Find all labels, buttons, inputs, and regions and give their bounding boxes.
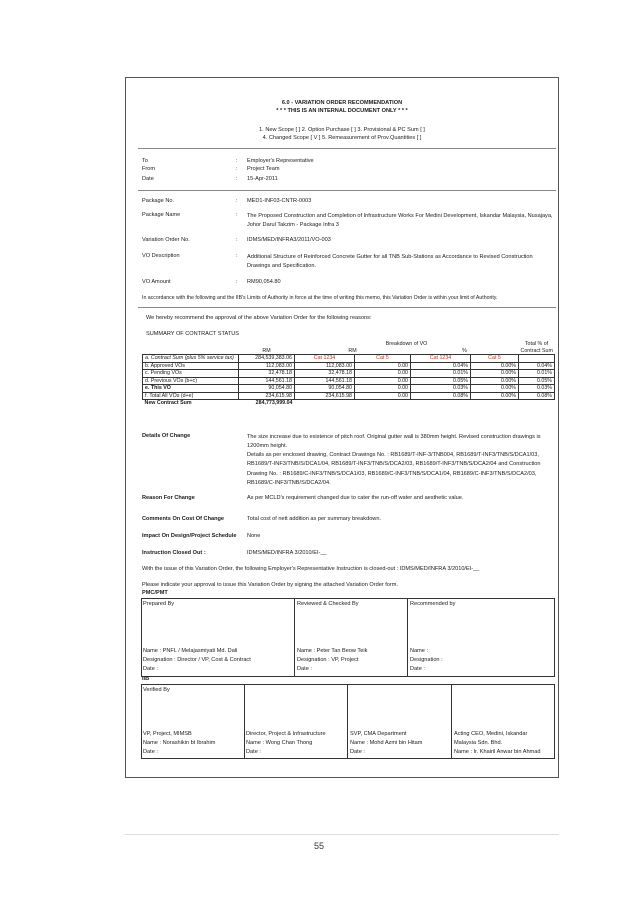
recommended-date: Date : bbox=[410, 666, 425, 672]
divider bbox=[138, 148, 556, 149]
signatory-4-company: Malaysia Sdn. Bhd. bbox=[454, 740, 503, 746]
cat-1234-header: Cat 1234 bbox=[295, 355, 355, 363]
pmc-signature-box bbox=[141, 598, 555, 677]
details-para-1: The size increase due to existence of pitch roof. Original gutter wall is 380mm height. Revised construction drawings is 1200mm height. bbox=[247, 434, 541, 450]
recommended-name: Name : bbox=[410, 648, 429, 654]
new-sum-value: 284,773,999.04 bbox=[255, 400, 293, 406]
recommended-designation: Designation : bbox=[410, 657, 443, 663]
new-sum-label: New Contract Sum bbox=[144, 400, 192, 406]
table-row bbox=[143, 362, 555, 370]
row-cat5: 0.00 bbox=[355, 370, 411, 378]
summary-title: SUMMARY OF CONTRACT STATUS bbox=[146, 331, 240, 337]
approval-statement: Please indicate your approval to issue this Variation Order by signing the attached Variation Order form. bbox=[142, 582, 398, 588]
issue-statement: With the issue of this Variation Order, the following Employer's Representative Instruction is closed-out : IDMS/MED/INFRA 3/2010/EI-__ bbox=[142, 566, 480, 572]
row-pct1: 0.03% bbox=[411, 385, 471, 393]
reviewed-name: Name : Peter Tan Beow Teik bbox=[297, 648, 368, 654]
vo-amount-value: RM90,054.80 bbox=[247, 279, 281, 285]
prepared-date: Date : bbox=[143, 666, 158, 672]
rm-breakdown-header: RM bbox=[348, 347, 357, 354]
signatory-3-title: SVP, CMA Department bbox=[350, 731, 407, 737]
options-line-2: 4. Changed Scope [ V ] 5. Remeasurement of Prov.Quantities [ ] bbox=[262, 135, 422, 141]
row-total: 0.03% bbox=[519, 385, 555, 393]
contract-status-table bbox=[142, 341, 555, 407]
instruction-label: Instruction Closed Out : bbox=[142, 550, 206, 556]
row-label: e. This VO bbox=[143, 385, 239, 393]
table-row bbox=[143, 392, 555, 400]
row-rm: 90,054.80 bbox=[239, 385, 295, 393]
total-pct-header: Total % of bbox=[524, 341, 549, 347]
colon: : bbox=[236, 253, 238, 259]
row-label: c. Pending VOs bbox=[143, 370, 239, 378]
signatory-1-date: Date : bbox=[143, 749, 158, 755]
to-value: Employer's Representative bbox=[247, 158, 314, 164]
row-total: 0.05% bbox=[519, 377, 555, 385]
row-rm: 144,561.18 bbox=[239, 377, 295, 385]
details-label: Details Of Change bbox=[142, 433, 191, 439]
divider bbox=[244, 684, 245, 759]
comments-value: Total cost of nett addition as per summary breakdown. bbox=[247, 516, 382, 522]
table-row bbox=[143, 377, 555, 385]
row-cat1234: 32,478.18 bbox=[295, 370, 355, 378]
row-rm: 112,083.00 bbox=[239, 362, 295, 370]
row-label: f. Total All VOs (d+e) bbox=[143, 392, 239, 400]
row-label: a. Contract Sum (plus 5% service tax) bbox=[143, 355, 239, 363]
recommend-statement: We hereby recommend the approval of the above Variation Order for the following reasons: bbox=[146, 315, 372, 321]
signatory-1-name: Name : Norashikin bt Ibrahim bbox=[143, 740, 216, 746]
signatory-3-date: Date : bbox=[350, 749, 365, 755]
row-cat1234: 144,561.18 bbox=[295, 377, 355, 385]
signatory-4-title: Acting CEO, Medini, Iskandar bbox=[454, 731, 528, 737]
row-pct2: 0.00% bbox=[471, 377, 519, 385]
colon: : bbox=[236, 176, 238, 182]
row-label: d. Previous VOs (b+c) bbox=[143, 377, 239, 385]
impact-value: None bbox=[247, 533, 261, 539]
breakdown-header: Breakdown of VO bbox=[385, 341, 428, 347]
date-label: Date bbox=[142, 176, 154, 182]
reviewed-designation: Designation : VP, Project bbox=[297, 657, 359, 663]
package-name-label: Package Name bbox=[142, 212, 181, 218]
row-pct1: 0.04% bbox=[411, 362, 471, 370]
iib-title: IIB bbox=[142, 676, 150, 682]
row-label: b. Approved VOs bbox=[143, 362, 239, 370]
signatory-1-title: VP, Project, MIMSB bbox=[143, 731, 192, 737]
colon: : bbox=[236, 166, 238, 172]
divider bbox=[347, 684, 348, 759]
prepared-designation: Designation : Director / VP, Cost & Contract bbox=[143, 657, 251, 663]
row-cat1234: 112,083.00 bbox=[295, 362, 355, 370]
package-no-value: MED1-INF03-CNTR-0003 bbox=[247, 198, 312, 204]
row-total: 0.01% bbox=[519, 370, 555, 378]
colon: : bbox=[236, 158, 238, 164]
comments-label: Comments On Cost Of Change bbox=[142, 516, 225, 522]
row-pct2: 0.00% bbox=[471, 392, 519, 400]
to-label: To bbox=[142, 158, 148, 164]
row-pct2: 0.00% bbox=[471, 362, 519, 370]
prepared-by-label: Prepared By bbox=[143, 601, 175, 607]
signatory-2-date: Date : bbox=[246, 749, 261, 755]
instruction-value: IDMS/MED/INFRA 3/2010/EI-__ bbox=[247, 550, 327, 556]
prepared-name: Name : PNFL / Melajasmiyati Md. Dali bbox=[143, 648, 238, 654]
row-cat5: 0.00 bbox=[355, 377, 411, 385]
signatory-2-name: Name : Wong Chan Thong bbox=[246, 740, 313, 746]
doc-title: 6.0 - VARIATION ORDER RECOMMENDATION bbox=[281, 100, 403, 106]
row-cat1234: 234,615.98 bbox=[295, 392, 355, 400]
divider bbox=[138, 307, 556, 308]
cat-5-header: Cat 5 bbox=[355, 355, 411, 363]
package-no-label: Package No. bbox=[142, 198, 175, 204]
reviewed-by-label: Reviewed & Checked By bbox=[297, 601, 359, 607]
row-total: 0.04% bbox=[519, 362, 555, 370]
divider bbox=[138, 190, 556, 191]
from-label: From bbox=[142, 166, 156, 172]
colon: : bbox=[236, 198, 238, 204]
signatory-2-title: Director, Project & Infrastructure bbox=[246, 731, 326, 737]
verified-by-label: Verified By bbox=[143, 687, 170, 693]
divider bbox=[294, 598, 295, 677]
options-line-1: 1. New Scope [ ] 2. Option Purchase [ ] 3. Provisional & PC Sum [ ] bbox=[259, 127, 425, 133]
package-name-value: The Proposed Construction and Completion of Infrastructure Works For Medini Development, Iskandar Malaysia, Nusajaya, Johor Darul Takzim - Package Infra 3 bbox=[247, 213, 553, 228]
cat-1234-pct-header: Cat 1234 bbox=[411, 355, 471, 363]
table-row bbox=[143, 370, 555, 378]
page-number: 55 bbox=[313, 841, 324, 851]
footer-divider bbox=[125, 834, 559, 835]
divider bbox=[451, 684, 452, 759]
cat-5-pct-header: Cat 5 bbox=[471, 355, 519, 363]
impact-label: Impact On Design/Project Schedule bbox=[142, 533, 237, 539]
iib-signature-box bbox=[141, 684, 555, 759]
internal-notice: * * * THIS IS AN INTERNAL DOCUMENT ONLY * * * bbox=[276, 108, 408, 114]
details-para-2: Details as per enclosed drawing, Contract Drawings No. : RB1689/T-INF-3/TNB004, RB1689/T-INF3/TNB/S/DCA1/03, RB1689/T-INF3/TNB/S/DCA1/04, RB1689/T-INF3/TNB/S/DCA2/03, RB1689/T-INF3/TNB/S/DCA2/04 and Construction Drawing No. : RB1689/C-INF3/TNB/S/DCA1/03, RB1689/C-INF3/TNB/S/DCA1/04, RB1689/C-INF3/TNB/S/DCA2/03, RB1689/C-INF3/TNB/S/DCA2/04. bbox=[247, 452, 541, 486]
date-value: 15-Apr-2011 bbox=[247, 176, 278, 182]
table-header-row bbox=[143, 348, 555, 355]
row-pct1: 0.05% bbox=[411, 377, 471, 385]
divider bbox=[407, 598, 408, 677]
reviewed-date: Date : bbox=[297, 666, 312, 672]
colon: : bbox=[236, 279, 238, 285]
reason-label: Reason For Change bbox=[142, 495, 195, 501]
contract-sum-header: Contract Sum bbox=[520, 347, 553, 354]
table-row bbox=[143, 385, 555, 393]
authority-statement: In accordance with the following and the IIB's Limits of Authority in force at the time of writing this memo, this Variation Order is within your limit of Authority. bbox=[142, 295, 498, 301]
colon: : bbox=[236, 212, 238, 218]
colon: : bbox=[236, 237, 238, 243]
table-row bbox=[143, 355, 555, 363]
pmc-title: PMC/PMT bbox=[142, 590, 168, 596]
rm-header: RM bbox=[262, 347, 271, 354]
row-total: 0.08% bbox=[519, 392, 555, 400]
row-cat5: 0.00 bbox=[355, 392, 411, 400]
row-pct1: 0.01% bbox=[411, 370, 471, 378]
reason-value: As per MCLD's requirement changed due to cater the run-off water and aesthetic value. bbox=[247, 495, 464, 501]
signatory-3-name: Name : Mohd Azmi bin Hitam bbox=[350, 740, 423, 746]
row-pct2: 0.00% bbox=[471, 385, 519, 393]
row-cat5: 0.00 bbox=[355, 385, 411, 393]
vo-amount-label: VO Amount bbox=[142, 279, 171, 285]
vo-desc-value: Additional Structure of Reinforced Concrete Gutter for all TNB Sub-Stations as Accordance to Revised Construction Drawings and Specification. bbox=[247, 254, 533, 269]
vo-no-value: IDMS/MED/INFRA3/2011/VO-003 bbox=[247, 237, 331, 243]
from-value: Project Team bbox=[247, 166, 280, 172]
vo-desc-label: VO Description bbox=[142, 253, 180, 259]
vo-no-label: Variation Order No. bbox=[142, 237, 190, 243]
row-pct2: 0.00% bbox=[471, 370, 519, 378]
signatory-4-name: Name : Ir. Khairil Anwar bin Ahmad bbox=[454, 749, 541, 755]
row-rm: 284,539,383.06 bbox=[239, 355, 295, 363]
row-rm: 234,615.98 bbox=[239, 392, 295, 400]
row-pct1: 0.08% bbox=[411, 392, 471, 400]
recommended-by-label: Recommended by bbox=[410, 601, 456, 607]
row-cat5: 0.00 bbox=[355, 362, 411, 370]
row-cat1234: 90,054.80 bbox=[295, 385, 355, 393]
table-row-new-sum bbox=[143, 400, 555, 407]
pct-header: % bbox=[462, 347, 467, 354]
row-rm: 32,478.18 bbox=[239, 370, 295, 378]
